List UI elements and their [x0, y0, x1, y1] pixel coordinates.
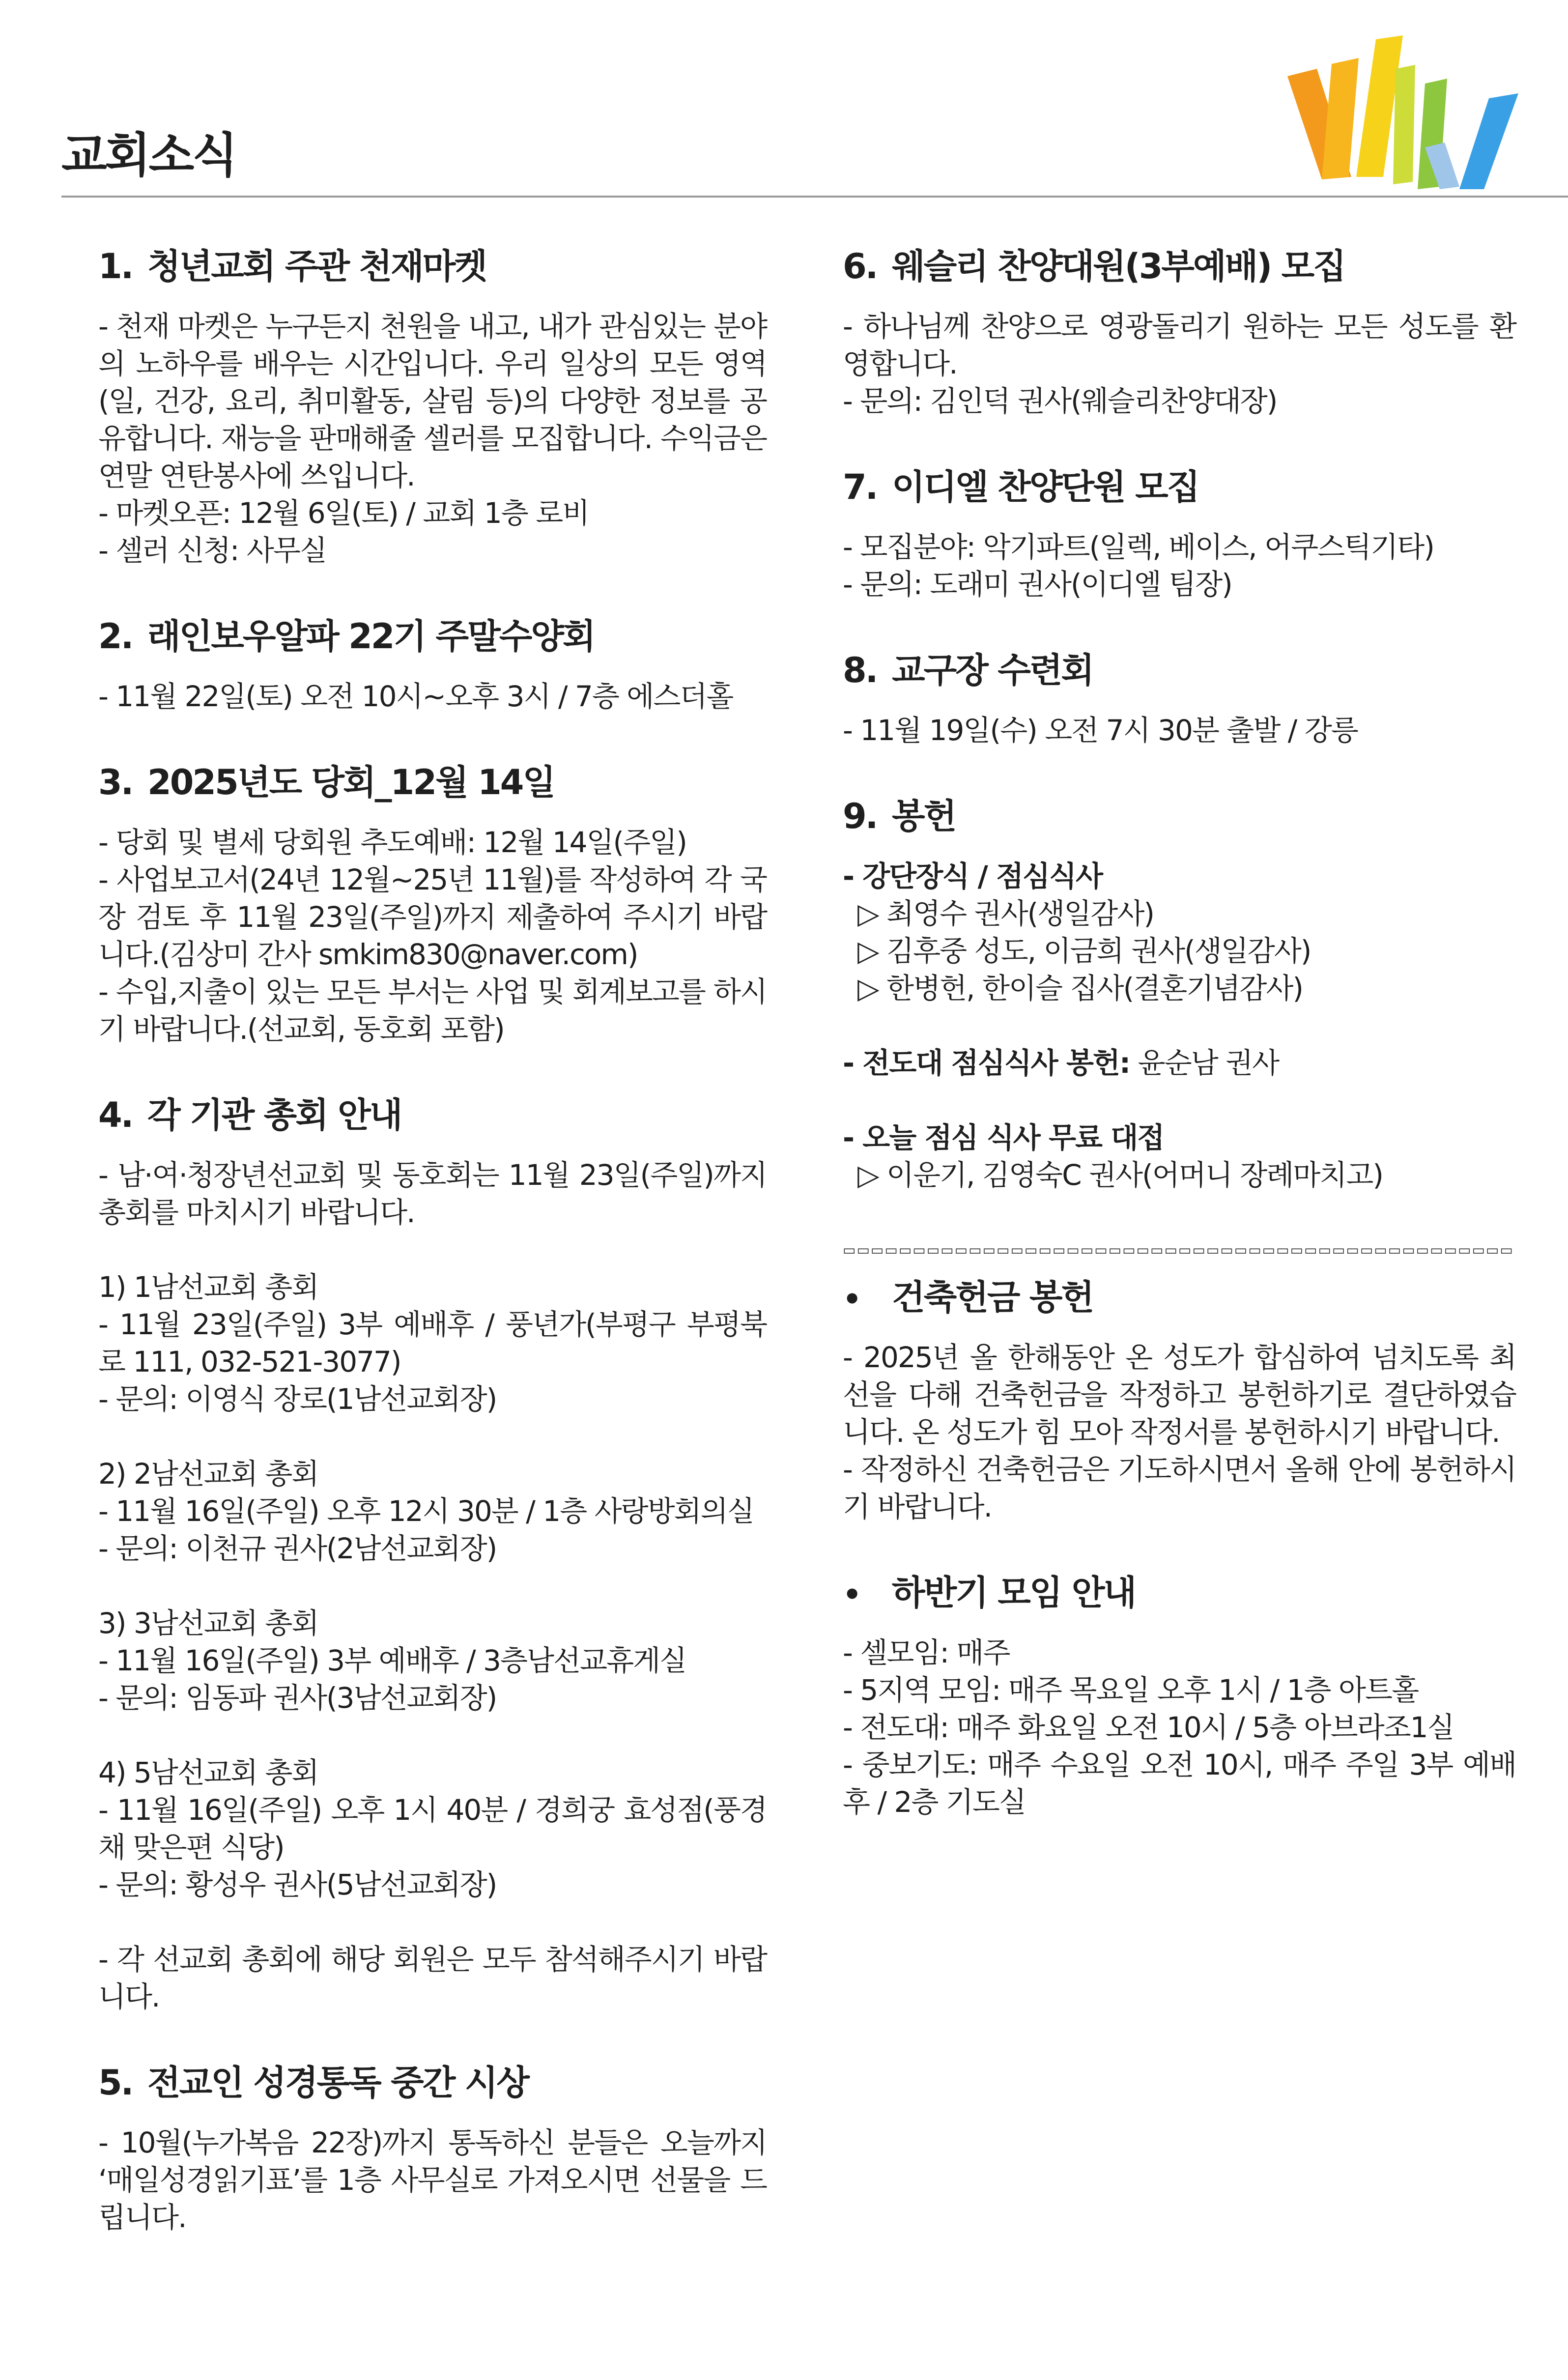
free-lunch-heading: - 오늘 점심 식사 무료 대접	[843, 1121, 1164, 1154]
meeting-item: - 셀모임: 매주	[843, 1636, 1010, 1669]
section-9-title: 9. 봉헌	[843, 796, 956, 836]
group-2-contact: - 문의: 이천규 권사(2남선교회장)	[98, 1532, 497, 1565]
section-8	[843, 650, 1516, 749]
section-9	[843, 796, 1516, 1194]
church-logo	[1278, 29, 1533, 197]
group-4-text: - 11월 16일(주일) 오후 1시 40분 / 경희궁 효성점(풍경채 맞은편 식당)	[98, 1793, 767, 1864]
section-8-title: 8. 교구장 수련회	[843, 650, 1093, 690]
offering-item: ▷ 최영수 권사(생일감사)	[857, 897, 1154, 930]
section-6-title: 6. 웨슬리 찬양대원(3부예배) 모집	[843, 246, 1345, 287]
group-2-title: 2) 2남선교회 총회	[98, 1457, 318, 1491]
section-3	[98, 762, 767, 1048]
left-column	[98, 246, 767, 2236]
meeting-item: - 5지역 모임: 매주 목요일 오후 1시 / 1층 아트홀	[843, 1673, 1419, 1707]
group-2-text: - 11월 16일(주일) 오후 12시 30분 / 1층 사랑방회의실	[98, 1494, 754, 1528]
right-column	[843, 246, 1516, 1821]
section-1-text: - 셀러 신청: 사무실	[98, 534, 326, 567]
section-2-title: 2. 래인보우알파 22기 주말수양회	[98, 616, 595, 657]
section-3-title: 3. 2025년도 당회_12월 14일	[98, 762, 555, 803]
dashed-divider: ▭▭▭▭▭▭▭▭▭▭▭▭▭▭▭▭▭▭▭▭▭▭▭▭▭▭▭▭▭▭▭▭▭▭▭▭▭▭▭▭▭▭▭▭▭▭▭▭	[843, 1242, 1514, 1258]
section-5-title: 5. 전교인 성경통독 중간 시상	[98, 2063, 528, 2103]
offering-item: ▷ 김후중 성도, 이금희 권사(생일감사)	[857, 934, 1311, 968]
section-2	[98, 616, 767, 715]
section-4	[98, 1094, 767, 2015]
section-7	[843, 466, 1516, 603]
group-3-title: 3) 3남선교회 총회	[98, 1606, 318, 1640]
offering-item: ▷ 한병헌, 한이슬 집사(결혼기념감사)	[857, 972, 1303, 1005]
building-offering-section	[843, 1277, 1516, 1525]
section-2-text: - 11월 22일(토) 오전 10시~오후 3시 / 7층 에스더홀	[98, 680, 733, 713]
building-offering-text: - 2025년 올 한해동안 온 성도가 합심하여 넘치도록 최선을 다해 건축헌금을 작정하고 봉헌하기로 결단하였습니다. 온 성도가 힘 모아 작정서를 봉헌하시기 바랍니다.	[843, 1341, 1516, 1449]
section-8-text: - 11월 19일(수) 오전 7시 30분 출발 / 강릉	[843, 714, 1358, 747]
group-1-title: 1) 1남선교회 총회	[98, 1270, 318, 1304]
offering-altar-heading: - 강단장식 / 점심식사	[843, 860, 1103, 893]
section-3-text: - 당회 및 별세 당회원 추도예배: 12월 14일(주일)	[98, 826, 686, 859]
section-1-title: 1. 청년교회 주관 천재마켓	[98, 246, 486, 287]
offering-item: ▷ 이운기, 김영숙C 권사(어머니 장례마치고)	[857, 1158, 1383, 1192]
section-6	[843, 246, 1516, 420]
section-4-outro: - 각 선교회 총회에 해당 회원은 모두 참석해주시기 바랍니다.	[98, 1943, 767, 2013]
group-3-contact: - 문의: 임동파 권사(3남선교회장)	[98, 1681, 497, 1715]
section-4-title: 4. 각 기관 총회 안내	[98, 1095, 401, 1135]
section-5	[98, 2062, 767, 2236]
building-offering-title: • 건축헌금 봉헌	[843, 1277, 1093, 1318]
meeting-item: - 전도대: 매주 화요일 오전 10시 / 5층 아브라조1실	[843, 1711, 1454, 1744]
section-6-text: - 하나님께 찬양으로 영광돌리기 원하는 모든 성도를 환영합니다.	[843, 310, 1516, 380]
section-5-text: - 10월(누가복음 22장)까지 통독하신 분들은 오늘까지 ‘매일성경읽기표’를 1층 사무실로 가져오시면 선물을 드립니다.	[98, 2126, 767, 2234]
group-4-title: 4) 5남선교회 총회	[98, 1756, 318, 1789]
building-offering-text: - 작정하신 건축헌금은 기도하시면서 올해 안에 봉헌하시기 바랍니다.	[843, 1453, 1516, 1523]
group-3-text: - 11월 16일(주일) 3부 예배후 / 3층남선교휴게실	[98, 1644, 686, 1677]
header-divider	[61, 196, 1568, 198]
group-1-contact: - 문의: 이영식 장로(1남선교회장)	[98, 1382, 497, 1416]
group-1-text: - 11월 23일(주일) 3부 예배후 / 풍년가(부평구 부평북로 111, 032-521-3077)	[98, 1308, 767, 1378]
section-1-text: - 천재 마켓은 누구든지 천원을 내고, 내가 관심있는 분야의 노하우를 배우는 시간입니다. 우리 일상의 모든 영역(일, 건강, 요리, 취미활동, 살림 등)의 다양한 정보를 공유합니다. 재능을 판매해줄 셀러를 모집합니다. 수익금은 연말 연탄봉사에 쓰입니다.	[98, 310, 767, 492]
evangelism-lunch-offering: - 전도대 점심식사 봉헌: 윤순남 권사	[843, 1046, 1279, 1080]
section-7-text: - 모집분야: 악기파트(일렉, 베이스, 어쿠스틱기타)	[843, 530, 1434, 564]
meetings-title: • 하반기 모임 안내	[843, 1573, 1136, 1613]
meetings-section	[843, 1572, 1516, 1821]
section-1-text: - 마켓오픈: 12월 6일(토) / 교회 1층 로비	[98, 496, 589, 530]
page-title: 교회소식	[61, 128, 236, 183]
section-4-intro: - 남·여·청장년선교회 및 동호회는 11월 23일(주일)까지 총회를 마치시기 바랍니다.	[98, 1158, 767, 1229]
meeting-item: - 중보기도: 매주 수요일 오전 10시, 매주 주일 3부 예배 후 / 2층 기도실	[843, 1748, 1516, 1819]
section-6-text: - 문의: 김인덕 권사(웨슬리찬양대장)	[843, 384, 1277, 418]
section-7-title: 7. 이디엘 찬양단원 모집	[843, 467, 1199, 507]
section-7-text: - 문의: 도래미 권사(이디엘 팀장)	[843, 568, 1232, 601]
group-4-contact: - 문의: 황성우 권사(5남선교회장)	[98, 1868, 497, 1901]
section-3-text: - 사업보고서(24년 12월~25년 11월)를 작성하여 각 국장 검토 후 11월 23일(주일)까지 제출하여 주시기 바랍니다.(김상미 간사 smkim830@naver.com)	[98, 863, 767, 971]
section-1	[98, 246, 767, 569]
section-3-text: - 수입,지출이 있는 모든 부서는 사업 및 회계보고를 하시기 바랍니다.(선교회, 동호회 포함)	[98, 975, 767, 1046]
